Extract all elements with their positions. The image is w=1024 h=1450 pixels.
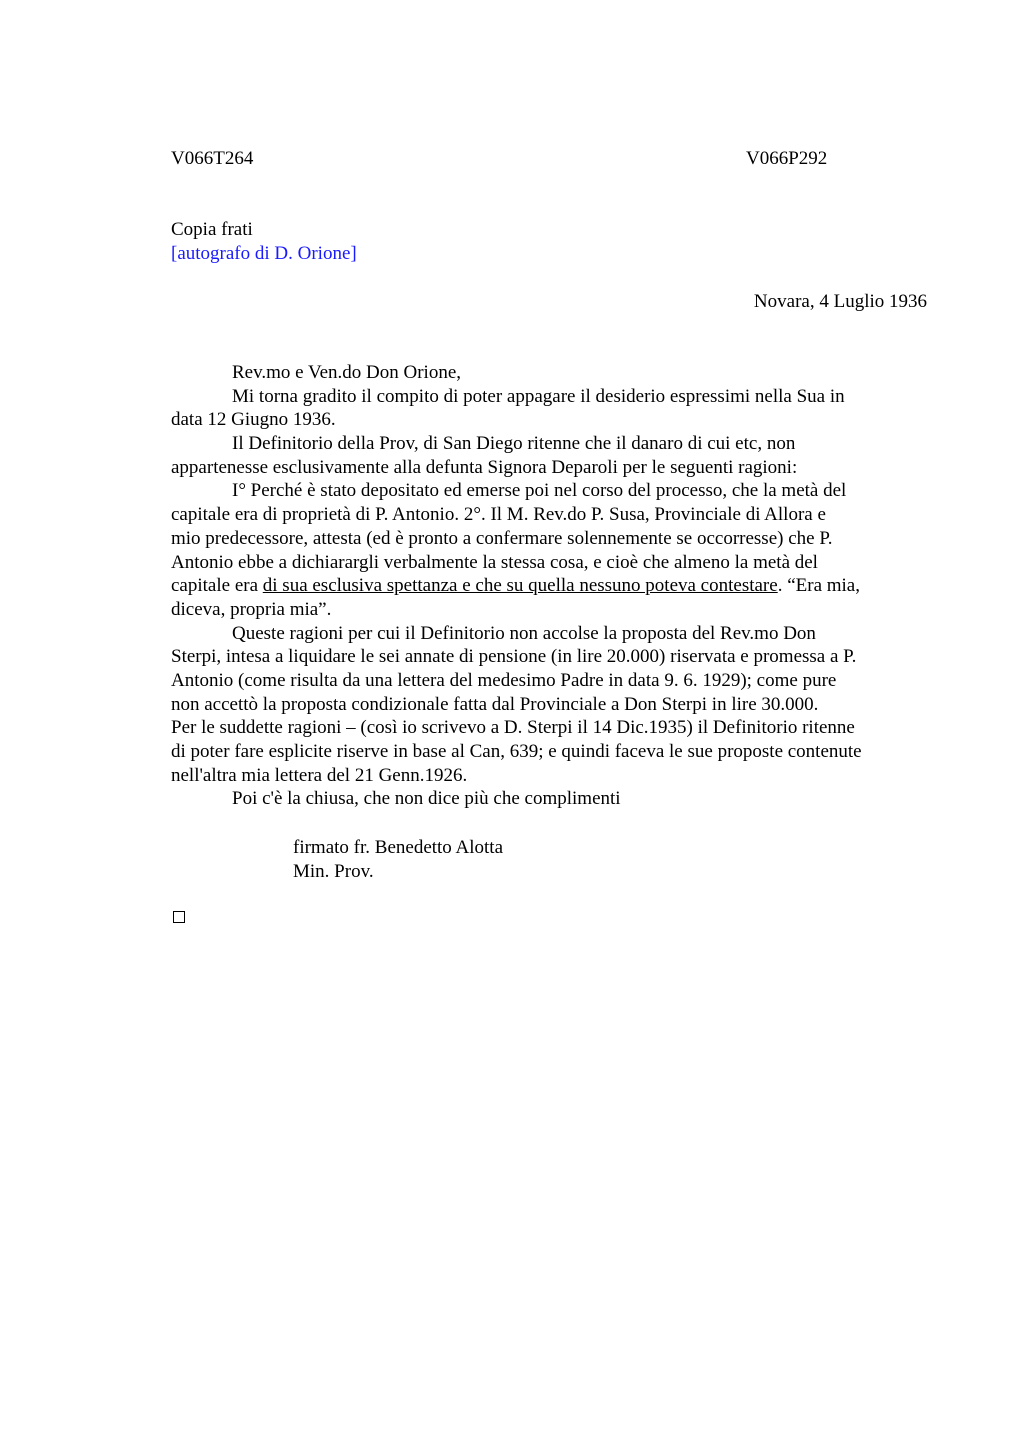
underlined-phrase: di sua esclusiva spettanza e che su quella nessuno poteva contestare [262, 575, 778, 597]
letter-line: di poter fare esplicite riserve in base al Can, 639; e quindi faceva le sue proposte contenute [171, 741, 862, 762]
letter-line: mio predecessore, attesta (ed è pronto a confermare solennemente se occorresse) che P. [171, 527, 833, 549]
letter-text: capitale era [171, 575, 263, 597]
autograph-note: [autografo di D. Orione] [171, 243, 357, 264]
letter-line: Antonio (come risulta da una lettera del medesimo Padre in data 9. 6. 1929); come pure [171, 669, 837, 691]
letter-body [171, 361, 931, 811]
letter-line: Antonio ebbe a dichiarargli verbalmente la stessa cosa, e cioè che almeno la metà del [171, 551, 818, 573]
copy-label: Copia frati [171, 219, 253, 240]
letter-line: Mi torna gradito il compito di poter appagare il desiderio espressimi nella Sua in [232, 385, 845, 407]
letter-line: diceva, propria mia”. [171, 598, 332, 620]
signature-title: Min. Prov. [293, 861, 374, 882]
letter-line: Queste ragioni per cui il Definitorio non accolse la proposta del Rev.mo Don [232, 622, 816, 644]
letter-salutation: Rev.mo e Ven.do Don Orione, [232, 362, 462, 383]
square-glyph-icon [173, 911, 185, 923]
letter-date: Novara, 4 Luglio 1936 [753, 291, 927, 312]
signature-name: firmato fr. Benedetto Alotta [293, 837, 504, 858]
letter-line: non accettò la proposta condizionale fatta dal Provinciale a Don Sterpi in lire 30.000. [171, 693, 819, 715]
letter-line: capitale era di proprietà di P. Antonio. 2°. Il M. Rev.do P. Susa, Provinciale di Allora e [171, 504, 826, 526]
letter-line: data 12 Giugno 1936. [171, 409, 336, 431]
signature-block [293, 836, 503, 884]
letter-line: I° Perché è stato depositato ed emerse poi nel corso del processo, che la metà del [232, 480, 847, 502]
letter-line: Sterpi, intesa a liquidare le sei annate di pensione (in lire 20.000) riservata e promessa a P. [171, 646, 857, 668]
letter-line-with-underline [171, 574, 931, 598]
document-code-left: V066T264 [171, 148, 254, 169]
letter-text: . “Era mia, [777, 575, 860, 597]
document-code-right: V066P292 [746, 148, 828, 169]
letter-line: nell'altra mia lettera del 21 Genn.1926. [171, 764, 468, 786]
letter-line: Poi c'è la chiusa, che non dice più che complimenti [232, 788, 621, 810]
letter-line: appartenesse esclusivamente alla defunta Signora Deparoli per le seguenti ragioni: [171, 456, 798, 478]
letter-line: Per le suddette ragioni – (così io scrivevo a D. Sterpi il 14 Dic.1935) il Definitorio ritenne [171, 717, 855, 739]
letter-line: Il Definitorio della Prov, di San Diego ritenne che il danaro di cui etc, non [232, 433, 796, 455]
